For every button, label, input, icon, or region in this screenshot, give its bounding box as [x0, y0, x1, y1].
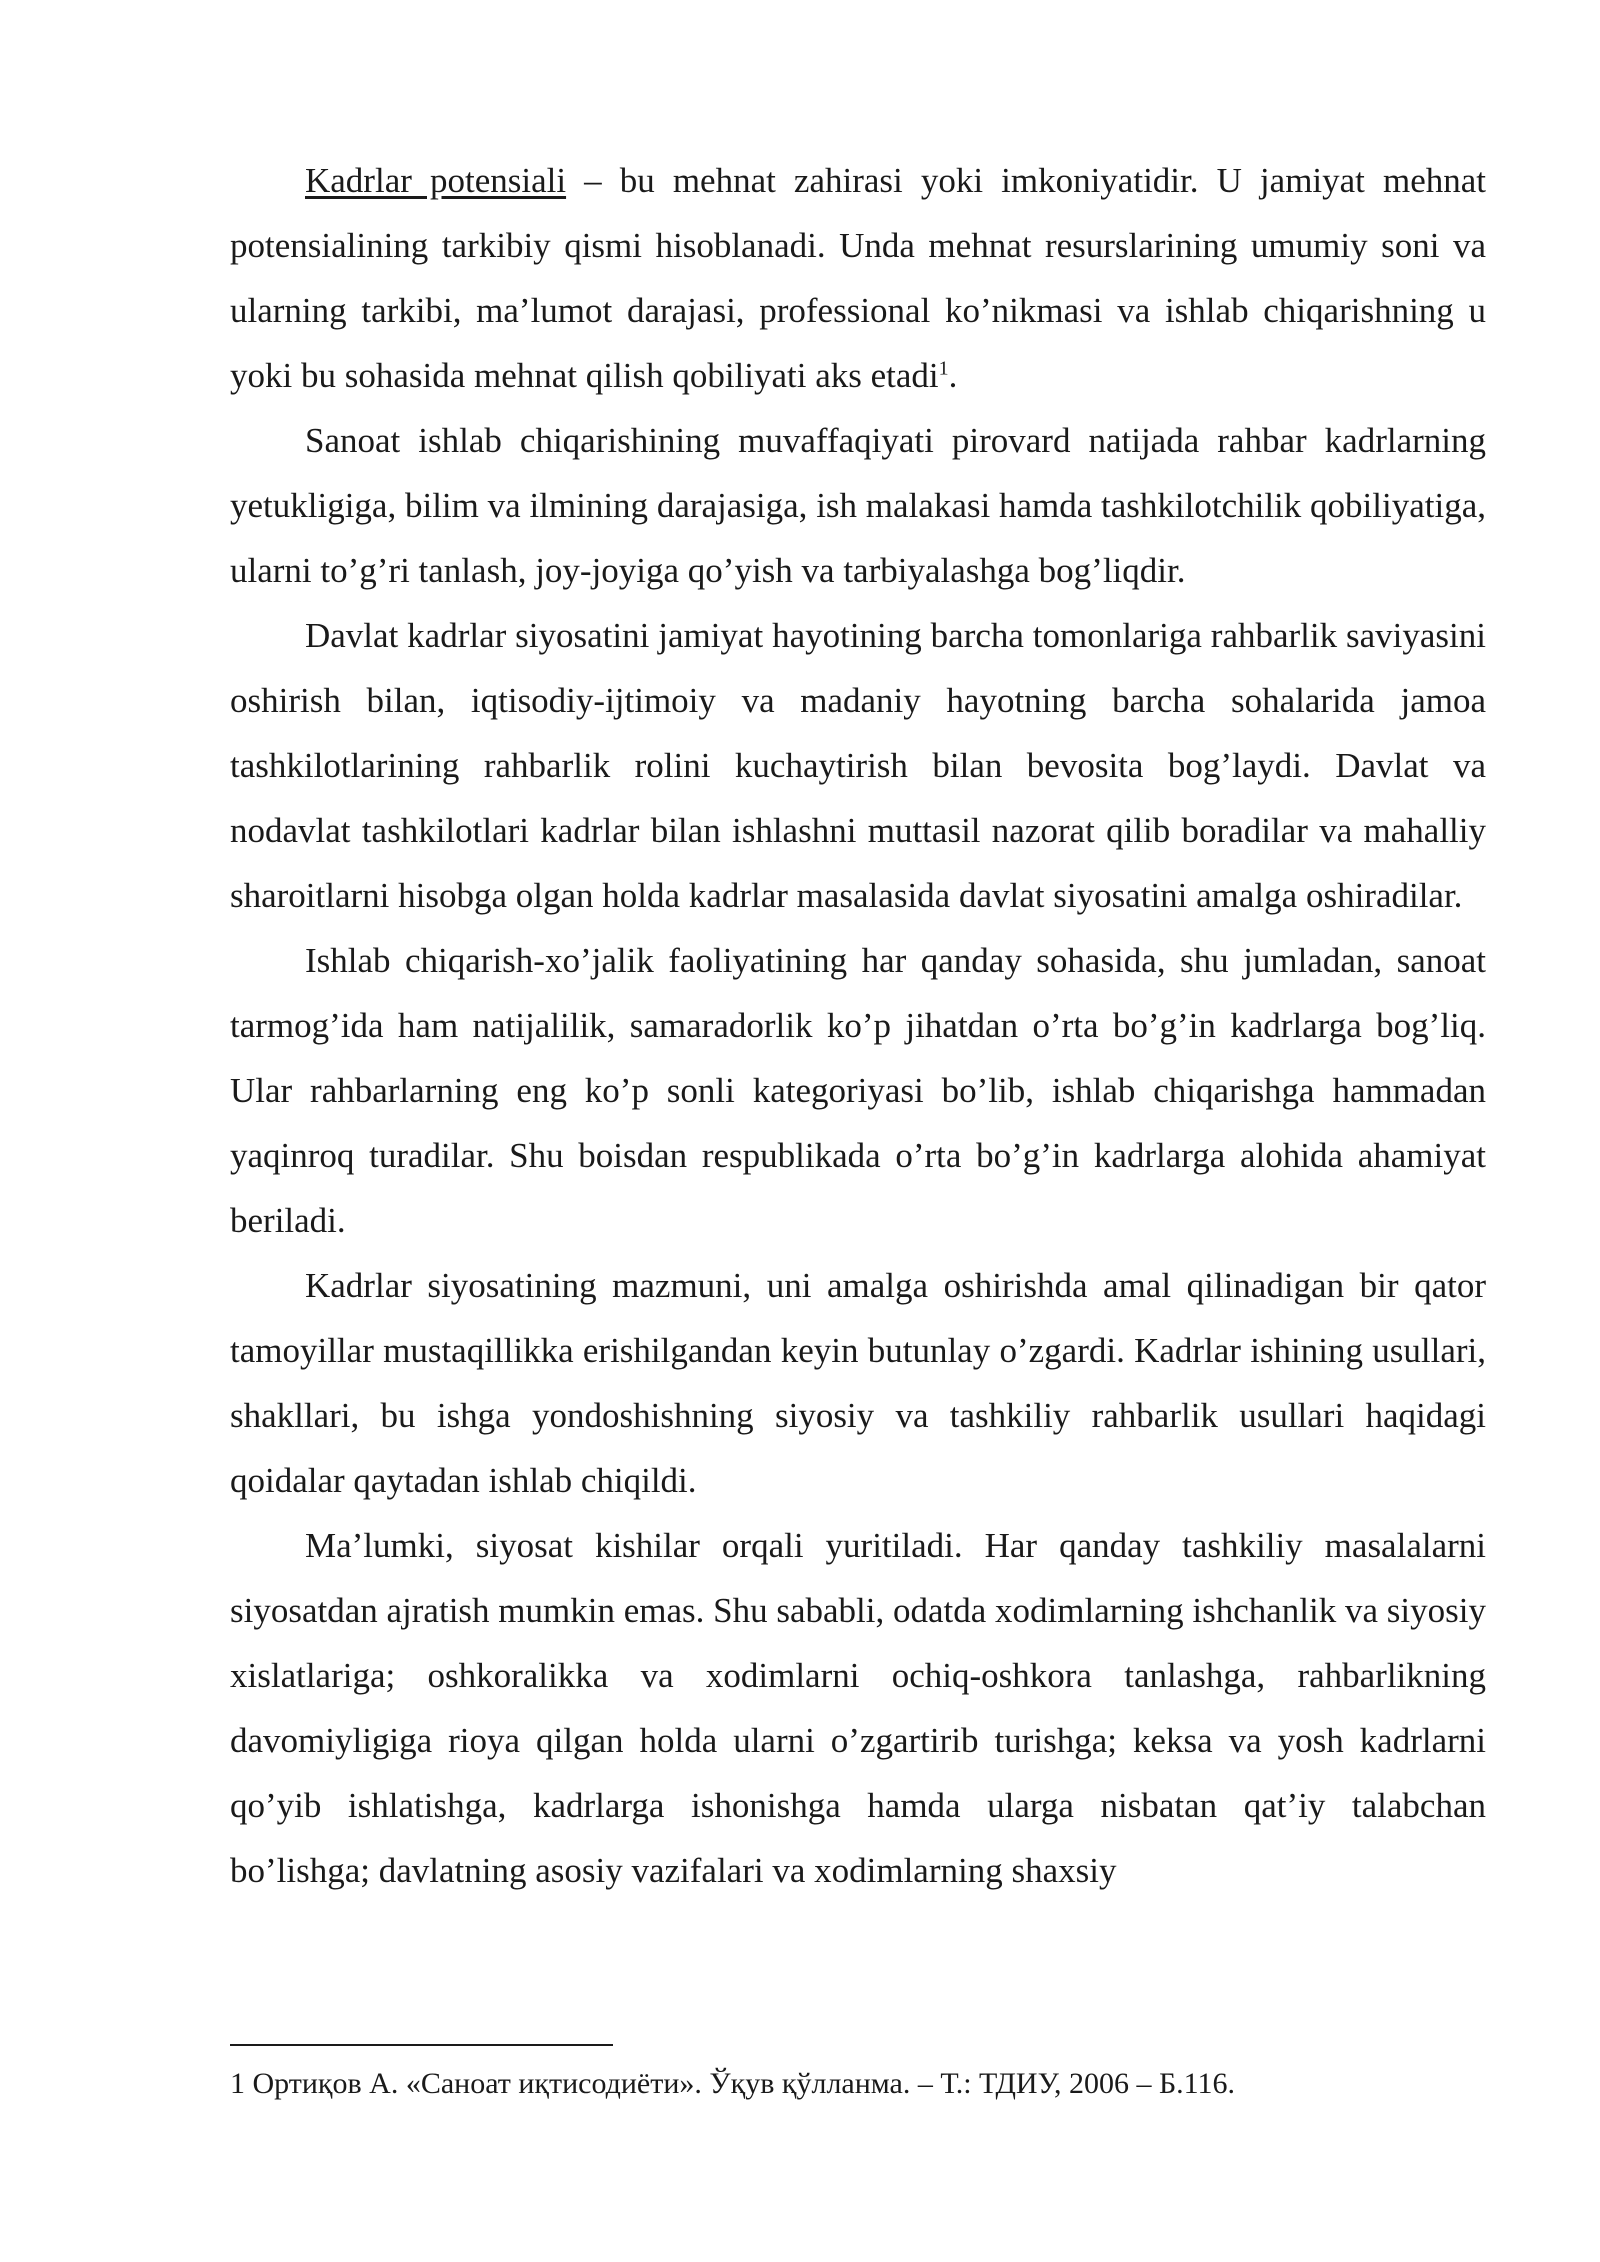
paragraph-1-text: – bu mehnat zahirasi yoki imkoniyatidir. U jamiyat mehnat potensialining tarkibiy qismi hisoblanadi. Unda mehnat resurslarining umumiy soni va ularning tarkibi, ma’lumot darajasi, professional ko’nikmasi va ishlab chiqarishning u yoki bu sohasida mehnat qilish qobiliyati aks etadi	[230, 161, 1487, 395]
paragraph-1	[230, 148, 1486, 408]
underlined-term: Kadrlar potensiali	[305, 161, 567, 200]
footnote-reference[interactable]: 1	[938, 357, 949, 380]
paragraph-2: Sanoat ishlab chiqarishining muvaffaqiyati pirovard natijada rahbar kadrlarning yetukligiga, bilim va ilmining darajasiga, ish malakasi hamda tashkilotchilik qobiliyatiga, ularni to’g’ri tanlash, joy-joyiga qo’yish va tarbiyalashga bog’liqdir.	[230, 421, 1486, 590]
paragraph-4: Ishlab chiqarish-xo’jalik faoliyatining har qanday sohasida, shu jumladan, sanoat tarmog’ida ham natijalilik, samaradorlik ko’p jihatdan o’rta bo’g’in kadrlarga bog’liq. Ular rahbarlarning eng ko’p sonli kategoriyasi bo’lib, ishlab chiqarishga hammadan yaqinroq turadilar. Shu boisdan respublikada o’rta bo’g’in kadrlarga alohida ahamiyat beriladi.	[230, 941, 1486, 1240]
document-body	[230, 148, 1486, 1903]
footnote-separator	[230, 2044, 613, 2046]
paragraph-6: Ma’lumki, siyosat kishilar orqali yuritiladi. Har qanday tashkiliy masalalarni siyosatdan ajratish mumkin emas. Shu sababli, odatda xodimlarning ishchanlik va siyosiy xislatlariga; oshkoralikka va xodimlarni ochiq-oshkora tanlashga, rahbarlikning davomiyligiga rioya qilgan holda ularni o’zgartirib turishga; keksa va yosh kadrlarni qo’yib ishlatishga, kadrlarga ishonishga hamda ularga nisbatan qat’iy talabchan bo’lishga; davlatning asosiy vazifalari va xodimlarning shaxsiy	[230, 1526, 1486, 1890]
paragraph-5: Kadrlar siyosatining mazmuni, uni amalga oshirishda amal qilinadigan bir qator tamoyillar mustaqillikka erishilgandan keyin butunlay o’zgardi. Kadrlar ishining usullari, shakllari, bu ishga yondoshishning siyosiy va tashkiliy rahbarlik usullari haqidagi qoidalar qaytadan ishlab chiqildi.	[230, 1266, 1486, 1500]
paragraph-3: Davlat kadrlar siyosatini jamiyat hayotining barcha tomonlariga rahbarlik saviyasini oshirish bilan, iqtisodiy-ijtimoiy va madaniy hayotning barcha sohalarida jamoa tashkilotlarining rahbarlik rolini kuchaytirish bilan bevosita bog’laydi. Davlat va nodavlat tashkilotlari kadrlar bilan ishlashni muttasil nazorat qilib boradilar va mahalliy sharoitlarni hisobga olgan holda kadrlar masalasida davlat siyosatini amalga oshiradilar.	[230, 616, 1486, 915]
footnote-number: 1	[230, 2067, 245, 2100]
footnote-text: Ортиқов А. «Саноат иқтисодиёти». Ўқув қўлланма. – Т.: ТДИУ, 2006 – Б.116.	[245, 2067, 1236, 2100]
paragraph-1-tail: .	[948, 356, 958, 395]
footnote	[230, 2064, 1235, 2104]
